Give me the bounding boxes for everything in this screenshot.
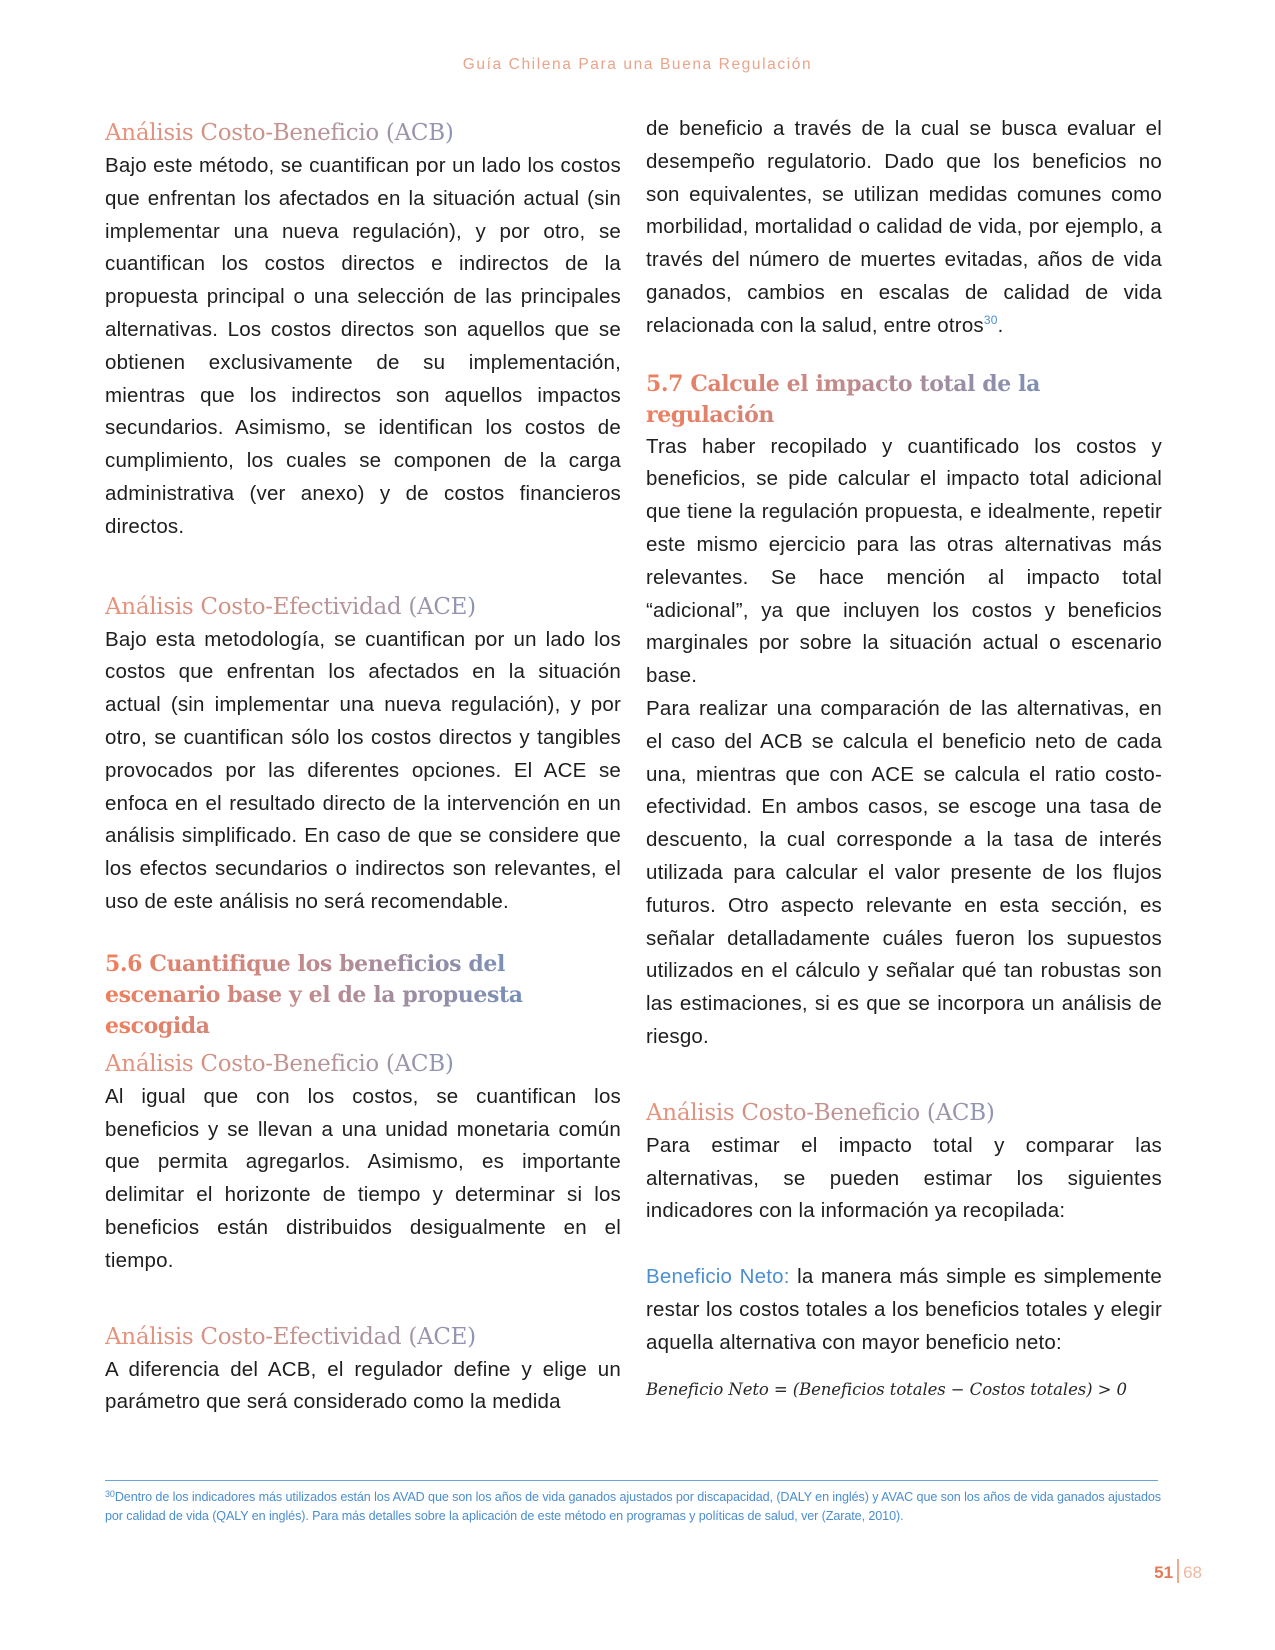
paragraph-continued xyxy=(646,113,1162,343)
subheading-ace-benefits: Análisis Costo-Efectividad (ACE) xyxy=(105,1321,476,1354)
footnote-30 xyxy=(105,1488,1161,1526)
paragraph-net-benefit xyxy=(646,1261,1162,1359)
paragraph-acb-costs: Bajo este método, se cuantifican por un lado los costos que enfrentan los afectados en la situación actual (sin implementar una nueva regulación), y por otro, se cuantifican los costos directos e indirectos de la propuesta principal o una selección de las principales alternativas. Los costos directos son aquellos que se obtienen exclusivamente de su implementación, mientras que los indirectos son aquellos impactos secundarios. Asimismo, se identifican los costos de cumplimiento, los cuales se componen de la carga administrativa (ver anexo) y de costos financieros directos. xyxy=(105,154,621,538)
section-heading-5-6: 5.6 Cuantifique los beneficios del escenario base y el de la propuesta escogida xyxy=(105,949,621,1042)
subheading-acb-costs: Análisis Costo-Beneficio (ACB) xyxy=(105,117,454,150)
net-benefit-formula: Beneficio Neto = (Beneficios totales − Costos totales) > 0 xyxy=(646,1379,1127,1399)
paragraph-5-7-comparison: Para realizar una comparación de las alternativas, en el caso del ACB se calcula el beneficio neto de cada una, mientras que con ACE se calcula el ratio costo-efectividad. En ambos casos, se escoge una tasa de descuento, la cual corresponde a la tasa de interés utilizada para calcular el valor presente de los flujos futuros. Otro aspecto relevante en esta sección, es señalar detalladamente cuáles fueron los supuestos utilizados en el cálculo y señalar qué tan robustas son las estimaciones, si es que se incorpora un análisis de riesgo. xyxy=(646,696,1162,1048)
footnote-number: 30 xyxy=(105,1489,115,1499)
paragraph-ace-benefits: A diferencia del ACB, el regulador define y elige un parámetro que será considerado como la medida xyxy=(105,1357,621,1414)
footnote-divider xyxy=(105,1480,1158,1481)
section-heading-5-7: 5.7 Calcule el impacto total de la regulación xyxy=(646,369,1162,431)
footnote-text: Dentro de los indicadores más utilizados están los AVAD que son los años de vida ganados ajustados por discapacidad, (DALY en inglés) y AVAC que son los años de vida ganados ajustados por calidad de vida (QALY en inglés). Para más detalles sobre la aplicación de este método en programas y políticas de salud, ver (Zarate, 2010). xyxy=(105,1490,1161,1523)
period: . xyxy=(997,313,1004,337)
subheading-ace-costs: Análisis Costo-Efectividad (ACE) xyxy=(105,591,476,624)
current-page: 51 xyxy=(1154,1563,1174,1582)
right-column xyxy=(646,113,1162,1399)
footnote-reference[interactable]: 30 xyxy=(983,312,998,327)
paragraph-acb-benefits: Al igual que con los costos, se cuantifican los beneficios y se llevan a una unidad monetaria común que permita agregarlos. Asimismo, es importante delimitar el horizonte de tiempo y determinar si los beneficios están distribuidos desigualmente en el tiempo. xyxy=(105,1084,621,1272)
total-pages: 68 xyxy=(1183,1563,1202,1582)
page-separator xyxy=(1177,1559,1179,1583)
left-column xyxy=(105,117,621,1419)
paragraph-acb-impact: Para estimar el impacto total y comparar las alternativas, se pueden estimar los siguientes indicadores con la información ya recopilada: xyxy=(646,1133,1162,1223)
subheading-acb-benefits: Análisis Costo-Beneficio (ACB) xyxy=(105,1048,454,1081)
subheading-acb-impact: Análisis Costo-Beneficio (ACB) xyxy=(646,1097,995,1130)
paragraph-ace-costs: Bajo esta metodología, se cuantifican por un lado los costos que enfrentan los afectados en la situación actual (sin implementar una nueva regulación), y por otro, se cuantifican sólo los costos directos y tangibles provocados por las diferentes opciones. El ACE se enfoca en el resultado directo de la intervención en un análisis simplificado. En caso de que se considere que los efectos secundarios o indirectos son relevantes, el uso de este análisis no será recomendable. xyxy=(105,627,621,913)
net-benefit-term: Beneficio Neto: xyxy=(646,1265,790,1289)
page-number xyxy=(1154,1559,1202,1583)
paragraph-5-7-intro: Tras haber recopilado y cuantificado los costos y beneficios, se pide calcular el impacto total adicional que tiene la regulación propuesta, e idealmente, repetir este mismo ejercicio para las otras alternativas más relevantes. Se hace mención al impacto total “adicional”, ya que incluyen los costos y beneficios marginales por sobre la situación actual o escenario base. xyxy=(646,434,1162,688)
net-benefit-text: la manera más simple es simplemente restar los costos totales a los beneficios totales y elegir aquella alternativa con mayor beneficio neto: xyxy=(646,1265,1162,1354)
running-header: Guía Chilena Para una Buena Regulación xyxy=(462,56,813,73)
continued-text: de beneficio a través de la cual se busca evaluar el desempeño regulatorio. Dado que los beneficios no son equivalentes, se utilizan medidas comunes como morbilidad, mortalidad o calidad de vida, por ejemplo, a través del número de muertes evitadas, años de vida ganados, cambios en escalas de calidad de vida relacionada con la salud, entre otros xyxy=(646,117,1162,337)
